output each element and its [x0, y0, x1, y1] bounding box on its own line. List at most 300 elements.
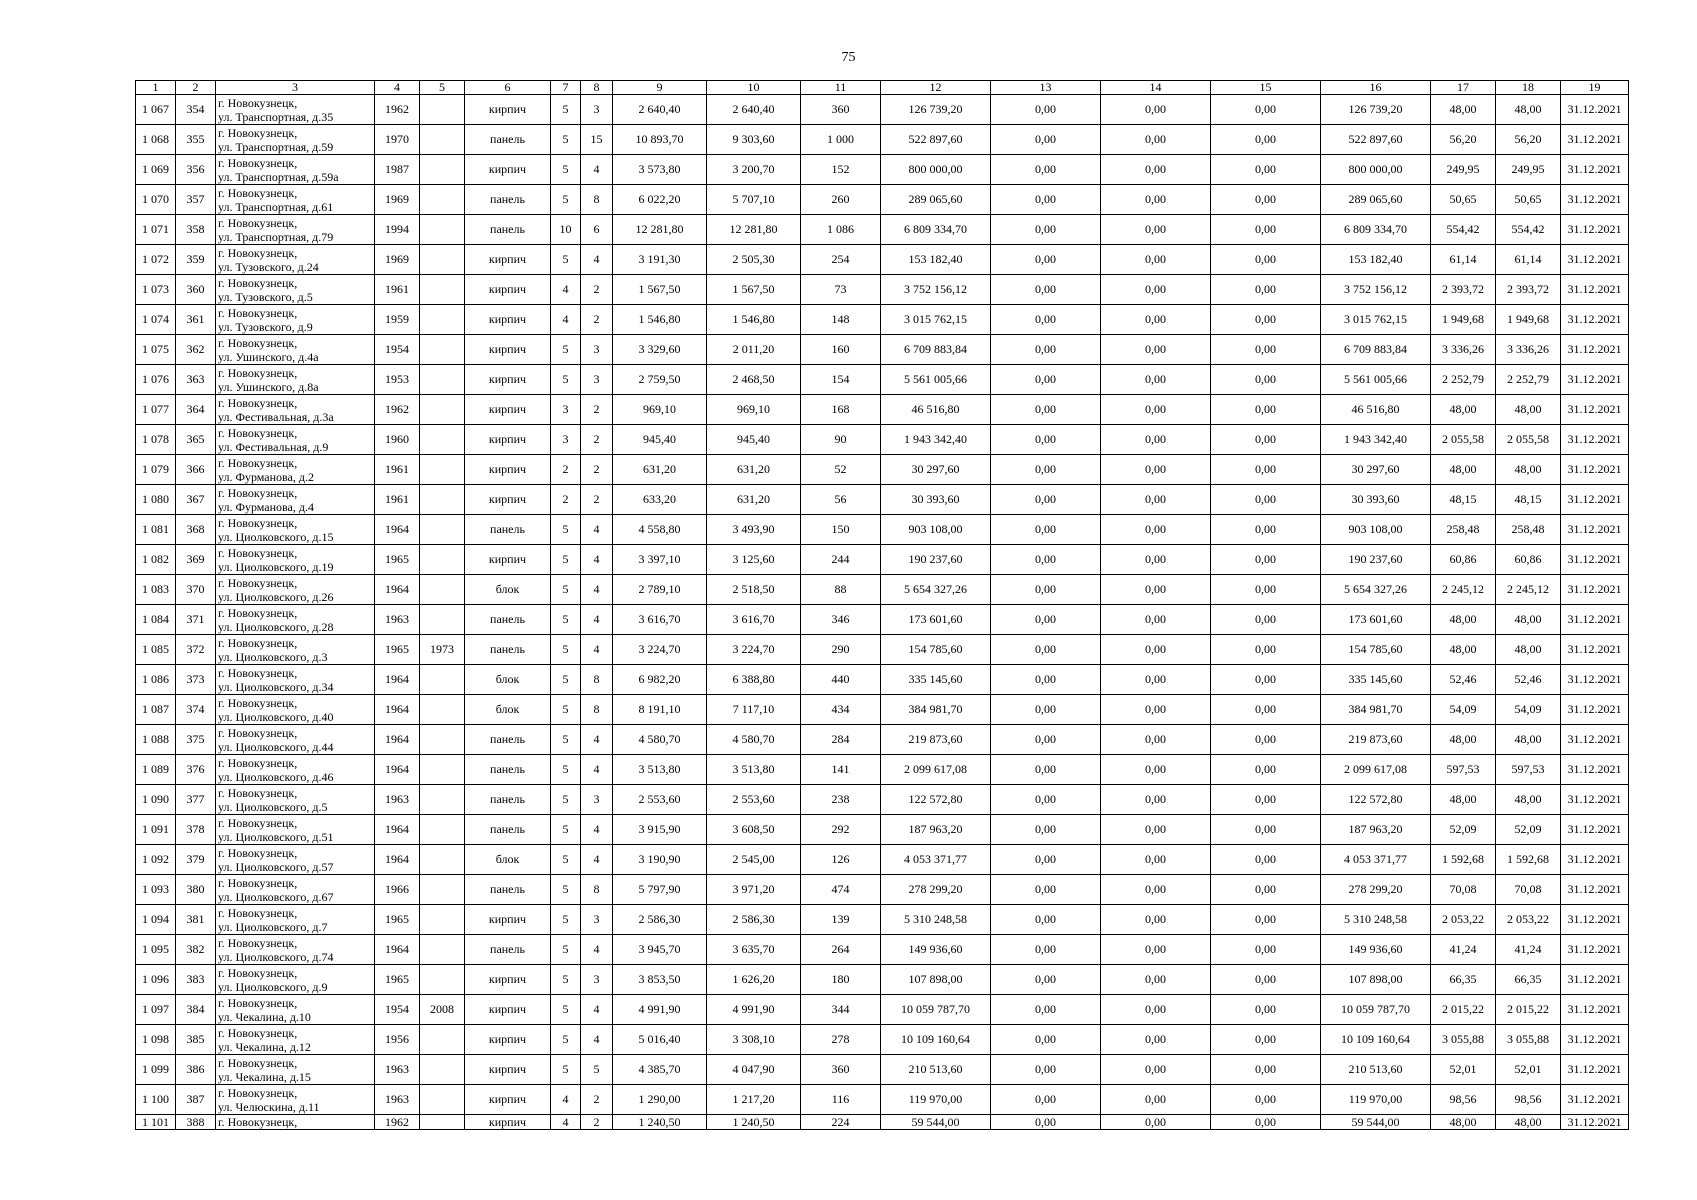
table-cell: 1964 [375, 755, 420, 785]
table-row [136, 845, 1629, 875]
table-cell: 48,00 [1431, 395, 1496, 425]
table-cell: 346 [801, 605, 881, 635]
table-cell: 5 310 248,58 [1321, 905, 1431, 935]
table-row [136, 335, 1629, 365]
table-cell: 1 094 [136, 905, 176, 935]
table-cell: 168 [801, 395, 881, 425]
table-cell: 0,00 [1211, 455, 1321, 485]
table-cell: 522 897,60 [1321, 125, 1431, 155]
table-cell: 61,14 [1496, 245, 1561, 275]
table-cell: 0,00 [1101, 125, 1211, 155]
table-cell: 1 081 [136, 515, 176, 545]
table-cell: 15 [581, 125, 613, 155]
address-street: ул. Циолковского, д.74 [218, 949, 334, 964]
table-cell: 284 [801, 725, 881, 755]
table-cell: 357 [176, 185, 216, 215]
table-cell: 355 [176, 125, 216, 155]
table-cell [420, 425, 465, 455]
table-cell: 30 297,60 [881, 455, 991, 485]
table-cell: 0,00 [991, 395, 1101, 425]
table-cell: 0,00 [991, 1085, 1101, 1115]
table-cell: 0,00 [991, 1115, 1101, 1130]
table-cell: 1 080 [136, 485, 176, 515]
table-cell: 10 [551, 215, 581, 245]
table-row [136, 755, 1629, 785]
housing-table [135, 80, 1629, 1130]
table-cell: 3 616,70 [707, 605, 801, 635]
table-cell: 3 [551, 395, 581, 425]
table-cell: 139 [801, 905, 881, 935]
table-cell: 1 067 [136, 95, 176, 125]
table-cell [420, 185, 465, 215]
table-cell: 1 592,68 [1496, 845, 1561, 875]
table-cell: 0,00 [991, 875, 1101, 905]
table-cell: 0,00 [1211, 665, 1321, 695]
table-cell: 31.12.2021 [1561, 515, 1629, 545]
table-cell: 3 336,26 [1431, 335, 1496, 365]
table-cell: 4 [581, 545, 613, 575]
table-cell: 373 [176, 665, 216, 695]
column-header: 10 [707, 81, 801, 95]
table-cell: 31.12.2021 [1561, 545, 1629, 575]
table-cell: 0,00 [1101, 515, 1211, 545]
address-cell [216, 365, 375, 395]
table-cell: 0,00 [1101, 155, 1211, 185]
table-cell: 2 252,79 [1496, 365, 1561, 395]
table-cell: 3 635,70 [707, 935, 801, 965]
table-cell: 98,56 [1496, 1085, 1561, 1115]
address-street: ул. Тузовского, д.24 [218, 259, 319, 274]
column-header: 9 [613, 81, 707, 95]
table-cell: 1956 [375, 1025, 420, 1055]
table-cell: панель [465, 515, 551, 545]
table-cell: 180 [801, 965, 881, 995]
table-cell: 370 [176, 575, 216, 605]
table-cell: 0,00 [1101, 725, 1211, 755]
table-cell: 48,00 [1431, 785, 1496, 815]
table-cell: 31.12.2021 [1561, 425, 1629, 455]
address-street: ул. Транспортная, д.79 [218, 229, 334, 244]
table-cell: 5 [551, 665, 581, 695]
table-cell: 1965 [375, 905, 420, 935]
table-cell: 190 237,60 [1321, 545, 1431, 575]
table-cell: 356 [176, 155, 216, 185]
table-cell: 0,00 [1101, 305, 1211, 335]
table-cell: 381 [176, 905, 216, 935]
table-cell: 0,00 [1211, 515, 1321, 545]
table-cell: 9 303,60 [707, 125, 801, 155]
table-cell: 1964 [375, 815, 420, 845]
table-cell: 4 [551, 275, 581, 305]
table-cell: 0,00 [1101, 485, 1211, 515]
table-cell: 3 945,70 [613, 935, 707, 965]
table-cell: 31.12.2021 [1561, 935, 1629, 965]
table-cell: 4 [581, 635, 613, 665]
address-cell [216, 125, 375, 155]
table-cell: 52,46 [1431, 665, 1496, 695]
table-cell: 10 109 160,64 [1321, 1025, 1431, 1055]
table-row [136, 545, 1629, 575]
table-row [136, 995, 1629, 1025]
table-cell: 0,00 [1211, 245, 1321, 275]
table-row [136, 635, 1629, 665]
table-cell: 0,00 [991, 125, 1101, 155]
table-cell: 5 [551, 995, 581, 1025]
address-city: г. Новокузнецк, [218, 485, 298, 500]
table-cell: 0,00 [1211, 815, 1321, 845]
table-cell: 1962 [375, 395, 420, 425]
table-cell: 3 329,60 [613, 335, 707, 365]
table-cell: 0,00 [1101, 1115, 1211, 1130]
address-cell [216, 575, 375, 605]
table-cell: 1 943 342,40 [1321, 425, 1431, 455]
table-cell: 5 [551, 935, 581, 965]
address-city: г. Новокузнецк, [218, 245, 298, 260]
table-cell: 31.12.2021 [1561, 845, 1629, 875]
table-cell: 440 [801, 665, 881, 695]
table-cell: 3 [581, 95, 613, 125]
table-cell: 48,00 [1431, 95, 1496, 125]
table-cell: 2 789,10 [613, 575, 707, 605]
table-cell: 2 011,20 [707, 335, 801, 365]
table-cell: 0,00 [1211, 905, 1321, 935]
table-cell: 903 108,00 [881, 515, 991, 545]
table-cell: 210 513,60 [881, 1055, 991, 1085]
table-cell [420, 575, 465, 605]
table-cell: 2 393,72 [1431, 275, 1496, 305]
table-cell: 0,00 [1211, 335, 1321, 365]
table-cell: панель [465, 785, 551, 815]
table-cell: 1 101 [136, 1115, 176, 1130]
table-cell: 0,00 [1211, 965, 1321, 995]
column-number-row [136, 81, 1629, 95]
table-cell: 3 397,10 [613, 545, 707, 575]
table-cell: 0,00 [1101, 785, 1211, 815]
table-cell: 3 [581, 335, 613, 365]
address-street: ул. Циолковского, д.67 [218, 889, 334, 904]
table-cell: 969,10 [613, 395, 707, 425]
table-cell: панель [465, 125, 551, 155]
table-cell: 2 468,50 [707, 365, 801, 395]
table-cell: 1960 [375, 425, 420, 455]
table-cell: 1 091 [136, 815, 176, 845]
table-cell: 0,00 [991, 305, 1101, 335]
table-cell: 6 982,20 [613, 665, 707, 695]
table-cell: 1 567,50 [613, 275, 707, 305]
address-city: г. Новокузнецк, [218, 935, 298, 950]
table-cell: 4 [551, 1115, 581, 1130]
table-cell: 5 [551, 905, 581, 935]
table-cell: 522 897,60 [881, 125, 991, 155]
table-cell: 3 055,88 [1496, 1025, 1561, 1055]
address-street: ул. Фурманова, д.2 [218, 469, 314, 484]
table-cell: 0,00 [991, 785, 1101, 815]
table-cell: 0,00 [1211, 1055, 1321, 1085]
table-row [136, 125, 1629, 155]
table-cell: 1964 [375, 575, 420, 605]
table-cell: 4 991,90 [707, 995, 801, 1025]
table-cell: 1 086 [801, 215, 881, 245]
table-cell: 434 [801, 695, 881, 725]
table-cell: 41,24 [1431, 935, 1496, 965]
table-cell: панель [465, 185, 551, 215]
table-cell: 238 [801, 785, 881, 815]
table-cell: 2 245,12 [1496, 575, 1561, 605]
table-cell: 0,00 [1211, 995, 1321, 1025]
table-cell: 5 561 005,66 [1321, 365, 1431, 395]
table-cell: 52,09 [1431, 815, 1496, 845]
table-cell: 1 078 [136, 425, 176, 455]
table-cell: блок [465, 665, 551, 695]
table-cell: кирпич [465, 485, 551, 515]
table-row [136, 605, 1629, 635]
table-cell: 1 089 [136, 755, 176, 785]
column-header: 17 [1431, 81, 1496, 95]
address-city: г. Новокузнецк, [218, 845, 298, 860]
table-cell: 359 [176, 245, 216, 275]
column-header: 7 [551, 81, 581, 95]
address-cell [216, 275, 375, 305]
table-cell: 0,00 [1211, 395, 1321, 425]
table-cell: 1 095 [136, 935, 176, 965]
table-cell: 363 [176, 365, 216, 395]
table-cell: 244 [801, 545, 881, 575]
table-cell: 335 145,60 [1321, 665, 1431, 695]
table-cell: 160 [801, 335, 881, 365]
address-city: г. Новокузнецк, [218, 635, 298, 650]
table-cell: 289 065,60 [881, 185, 991, 215]
table-row [136, 1085, 1629, 1115]
table-cell: 631,20 [707, 455, 801, 485]
table-cell: 2 518,50 [707, 575, 801, 605]
table-cell: панель [465, 935, 551, 965]
address-street: ул. Циолковского, д.44 [218, 739, 334, 754]
table-cell: кирпич [465, 155, 551, 185]
table-cell: 41,24 [1496, 935, 1561, 965]
table-cell: 4 991,90 [613, 995, 707, 1025]
table-cell: 5 [551, 605, 581, 635]
address-street: ул. Циолковского, д.9 [218, 979, 328, 994]
table-cell: 3 191,30 [613, 245, 707, 275]
table-cell: 52,46 [1496, 665, 1561, 695]
table-cell: 0,00 [991, 575, 1101, 605]
table-cell: 597,53 [1496, 755, 1561, 785]
table-cell: 0,00 [1211, 785, 1321, 815]
table-cell: 258,48 [1496, 515, 1561, 545]
table-cell: 5 [551, 755, 581, 785]
table-cell: 278 299,20 [881, 875, 991, 905]
table-cell: 1963 [375, 785, 420, 815]
table-cell: 1 943 342,40 [881, 425, 991, 455]
table-cell [420, 335, 465, 365]
table-cell: 154 785,60 [881, 635, 991, 665]
table-cell: 1969 [375, 185, 420, 215]
address-city: г. Новокузнецк, [218, 785, 298, 800]
table-cell: 5 [551, 335, 581, 365]
table-cell: 2 [581, 395, 613, 425]
address-cell [216, 305, 375, 335]
table-cell: панель [465, 755, 551, 785]
table-cell: 5 654 327,26 [881, 575, 991, 605]
table-cell: 2 015,22 [1496, 995, 1561, 1025]
table-cell: 4 047,90 [707, 1055, 801, 1085]
table-cell: 0,00 [991, 665, 1101, 695]
address-street: ул. Циолковского, д.40 [218, 709, 334, 724]
table-cell: 4 385,70 [613, 1055, 707, 1085]
table-cell: 154 785,60 [1321, 635, 1431, 665]
table-cell: 219 873,60 [1321, 725, 1431, 755]
address-city: г. Новокузнецк, [218, 725, 298, 740]
table-cell: 3 336,26 [1496, 335, 1561, 365]
table-cell: 0,00 [991, 95, 1101, 125]
table-cell: 0,00 [1101, 245, 1211, 275]
table-cell: 3 125,60 [707, 545, 801, 575]
address-street: ул. Циолковского, д.28 [218, 619, 334, 634]
table-cell: 48,00 [1496, 785, 1561, 815]
table-cell: 4 558,80 [613, 515, 707, 545]
table-cell: 5 [551, 185, 581, 215]
table-cell: 48,15 [1496, 485, 1561, 515]
table-cell: 1973 [420, 635, 465, 665]
address-street: ул. Циолковского, д.26 [218, 589, 334, 604]
table-cell: 5 707,10 [707, 185, 801, 215]
address-street: ул. Транспортная, д.59а [218, 169, 339, 184]
table-cell: 3 [581, 365, 613, 395]
table-cell: 365 [176, 425, 216, 455]
table-cell: 48,00 [1431, 1115, 1496, 1130]
table-cell: 1965 [375, 635, 420, 665]
address-street: ул. Циолковского, д.34 [218, 679, 334, 694]
table-cell: 31.12.2021 [1561, 1115, 1629, 1130]
table-cell: 5 [551, 875, 581, 905]
table-row [136, 725, 1629, 755]
table-cell: 0,00 [1211, 575, 1321, 605]
table-cell: 66,35 [1496, 965, 1561, 995]
column-header: 15 [1211, 81, 1321, 95]
table-cell: 2008 [420, 995, 465, 1025]
address-city: г. Новокузнецк, [218, 515, 298, 530]
address-cell [216, 815, 375, 845]
address-cell [216, 665, 375, 695]
table-row [136, 665, 1629, 695]
table-cell: 1 949,68 [1431, 305, 1496, 335]
table-cell: 2 [581, 1115, 613, 1130]
table-cell: 50,65 [1496, 185, 1561, 215]
table-cell: 4 [581, 155, 613, 185]
address-city: г. Новокузнецк, [218, 1025, 298, 1040]
table-row [136, 95, 1629, 125]
table-cell: 1961 [375, 455, 420, 485]
table-cell: 31.12.2021 [1561, 725, 1629, 755]
address-cell [216, 995, 375, 1025]
table-cell: 88 [801, 575, 881, 605]
table-cell: 1970 [375, 125, 420, 155]
table-cell: кирпич [465, 425, 551, 455]
table-cell: 4 [581, 995, 613, 1025]
table-cell: 969,10 [707, 395, 801, 425]
table-cell: 0,00 [991, 335, 1101, 365]
table-cell: 278 299,20 [1321, 875, 1431, 905]
table-cell: 1 290,00 [613, 1085, 707, 1115]
table-cell: 1 000 [801, 125, 881, 155]
table-cell: 0,00 [1101, 965, 1211, 995]
table-cell: 249,95 [1431, 155, 1496, 185]
table-cell: 290 [801, 635, 881, 665]
table-cell: 1 068 [136, 125, 176, 155]
table-cell: 2 [581, 1085, 613, 1115]
table-row [136, 155, 1629, 185]
table-cell: 31.12.2021 [1561, 485, 1629, 515]
table-cell: 31.12.2021 [1561, 305, 1629, 335]
table-cell: 0,00 [991, 185, 1101, 215]
table-cell: 1 217,20 [707, 1085, 801, 1115]
address-city: г. Новокузнецк, [218, 815, 298, 830]
table-cell: 5 [551, 635, 581, 665]
table-cell [420, 95, 465, 125]
table-cell: 2 099 617,08 [1321, 755, 1431, 785]
table-cell: 0,00 [1101, 635, 1211, 665]
table-cell: 5 [551, 1025, 581, 1055]
table-cell: 2 545,00 [707, 845, 801, 875]
column-header: 3 [216, 81, 375, 95]
table-cell: 2 586,30 [707, 905, 801, 935]
table-cell: 0,00 [1211, 425, 1321, 455]
table-cell: 8 [581, 665, 613, 695]
table-cell: 31.12.2021 [1561, 455, 1629, 485]
table-cell: 1963 [375, 1085, 420, 1115]
table-cell: панель [465, 605, 551, 635]
table-row [136, 395, 1629, 425]
table-cell: 800 000,00 [881, 155, 991, 185]
address-cell [216, 695, 375, 725]
table-cell: 173 601,60 [881, 605, 991, 635]
address-cell [216, 755, 375, 785]
table-cell: 1964 [375, 845, 420, 875]
table-cell: 1 082 [136, 545, 176, 575]
column-header: 19 [1561, 81, 1629, 95]
address-city: г. Новокузнецк, [218, 185, 298, 200]
table-cell: 2 252,79 [1431, 365, 1496, 395]
table-cell: 31.12.2021 [1561, 575, 1629, 605]
address-city: г. Новокузнецк, [218, 1115, 298, 1129]
table-cell: 903 108,00 [1321, 515, 1431, 545]
table-cell: 0,00 [991, 845, 1101, 875]
address-cell [216, 335, 375, 365]
column-header: 12 [881, 81, 991, 95]
table-cell: кирпич [465, 1055, 551, 1085]
table-cell: 116 [801, 1085, 881, 1115]
table-cell: 0,00 [1211, 1085, 1321, 1115]
table-cell: 379 [176, 845, 216, 875]
table-cell: 0,00 [991, 1025, 1101, 1055]
address-city: г. Новокузнецк, [218, 755, 298, 770]
table-cell: 31.12.2021 [1561, 605, 1629, 635]
table-cell: 52 [801, 455, 881, 485]
table-cell: 0,00 [991, 635, 1101, 665]
table-cell: 70,08 [1496, 875, 1561, 905]
table-cell: 5 [551, 155, 581, 185]
table-cell: 1 087 [136, 695, 176, 725]
table-cell: 0,00 [1101, 95, 1211, 125]
table-cell: 1962 [375, 95, 420, 125]
address-city: г. Новокузнецк, [218, 455, 298, 470]
address-street: ул. Чекалина, д.15 [218, 1069, 311, 1084]
table-cell: 0,00 [1211, 1025, 1321, 1055]
table-cell: 1987 [375, 155, 420, 185]
table-cell [420, 275, 465, 305]
table-cell: 153 182,40 [881, 245, 991, 275]
table-cell: 367 [176, 485, 216, 515]
